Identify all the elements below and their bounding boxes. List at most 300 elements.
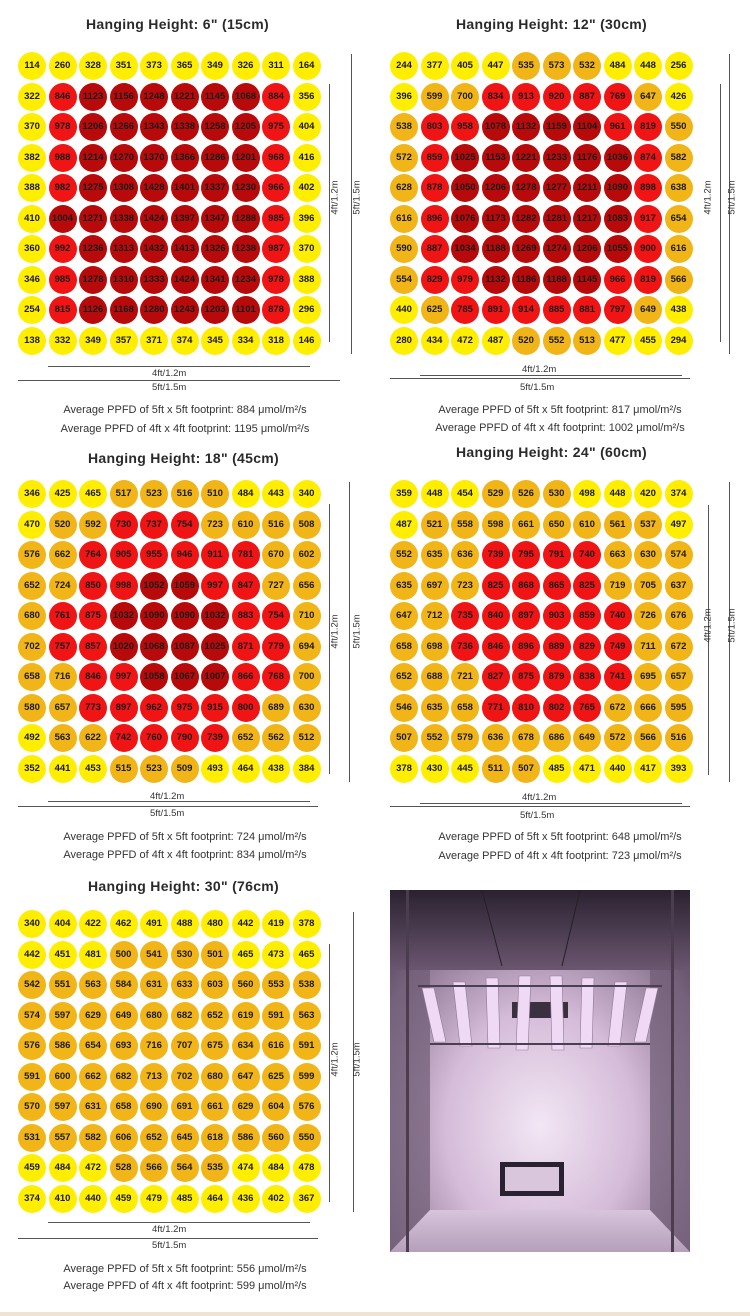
ppfd-cell: 550 <box>293 1124 321 1152</box>
ppfd-cell: 294 <box>665 327 693 355</box>
ppfd-panel-30in <box>0 874 375 1314</box>
ppfd-cell: 765 <box>573 694 601 722</box>
ppfd-cell: 840 <box>482 602 510 630</box>
ppfd-cell: 740 <box>573 541 601 569</box>
ppfd-cell: 1274 <box>543 235 571 263</box>
avg-ppfd-4ft: Average PPFD of 4ft x 4ft footprint: 599 μmol/m²/s <box>63 1280 307 1292</box>
outer-width-arrow <box>390 378 690 379</box>
ppfd-cell: 997 <box>110 663 138 691</box>
ppfd-cell: 586 <box>232 1124 260 1152</box>
ppfd-cell: 1278 <box>79 266 107 294</box>
ppfd-cell: 676 <box>665 602 693 630</box>
ppfd-cell: 1126 <box>79 296 107 324</box>
ppfd-cell: 1159 <box>543 113 571 141</box>
ppfd-cell: 955 <box>140 541 168 569</box>
ppfd-cell: 507 <box>512 755 540 783</box>
outer-width-label: 5ft/1.5m <box>152 1240 187 1251</box>
ppfd-cell: 521 <box>421 511 449 539</box>
ppfd-cell: 897 <box>512 602 540 630</box>
ppfd-cell: 721 <box>451 663 479 691</box>
grow-tent-illustration <box>390 890 690 1252</box>
ppfd-cell: 340 <box>18 910 46 938</box>
ppfd-cell: 913 <box>512 83 540 111</box>
inner-width-arrow <box>420 375 682 376</box>
ppfd-cell: 360 <box>18 235 46 263</box>
ppfd-cell: 500 <box>110 941 138 969</box>
ppfd-cell: 987 <box>262 235 290 263</box>
ppfd-cell: 652 <box>390 663 418 691</box>
ppfd-cell: 740 <box>604 602 632 630</box>
ppfd-cell: 164 <box>293 52 321 80</box>
ppfd-cell: 531 <box>18 1124 46 1152</box>
ppfd-cell: 256 <box>665 52 693 80</box>
ppfd-cell: 879 <box>543 663 571 691</box>
ppfd-cell: 628 <box>390 174 418 202</box>
ppfd-cell: 630 <box>634 541 662 569</box>
ppfd-cell: 654 <box>665 205 693 233</box>
ppfd-cell: 443 <box>262 480 290 508</box>
ppfd-cell: 485 <box>171 1185 199 1213</box>
ppfd-cell: 1173 <box>482 205 510 233</box>
ppfd-cell: 1347 <box>201 205 229 233</box>
ppfd-cell: 631 <box>140 971 168 999</box>
ppfd-cell: 590 <box>390 235 418 263</box>
ppfd-cell: 658 <box>390 633 418 661</box>
ppfd-cell: 562 <box>262 724 290 752</box>
ppfd-cell: 473 <box>262 941 290 969</box>
ppfd-cell: 471 <box>573 755 601 783</box>
ppfd-cell: 884 <box>262 83 290 111</box>
ppfd-cell: 530 <box>171 941 199 969</box>
ppfd-cell: 464 <box>232 755 260 783</box>
ppfd-cell: 462 <box>110 910 138 938</box>
ppfd-cell: 346 <box>18 480 46 508</box>
bottom-divider <box>0 1312 750 1316</box>
inner-width-label: 4ft/1.2m <box>152 1224 187 1235</box>
ppfd-cell: 538 <box>293 971 321 999</box>
grow-tent-photo <box>390 890 690 1252</box>
ppfd-cell: 850 <box>79 572 107 600</box>
ppfd-cell: 558 <box>451 511 479 539</box>
ppfd-cell: 470 <box>18 511 46 539</box>
ppfd-cell: 1090 <box>140 602 168 630</box>
ppfd-cell: 666 <box>634 694 662 722</box>
ppfd-cell: 1025 <box>201 633 229 661</box>
ppfd-cell: 1132 <box>482 266 510 294</box>
ppfd-cell: 326 <box>232 52 260 80</box>
ppfd-cell: 966 <box>262 174 290 202</box>
ppfd-cell: 374 <box>665 480 693 508</box>
ppfd-cell: 887 <box>573 83 601 111</box>
ppfd-cell: 1337 <box>201 174 229 202</box>
ppfd-cell: 649 <box>573 724 601 752</box>
ppfd-cell: 966 <box>604 266 632 294</box>
ppfd-cell: 1282 <box>512 205 540 233</box>
ppfd-cell: 517 <box>110 480 138 508</box>
ppfd-cell: 846 <box>482 633 510 661</box>
ppfd-cell: 537 <box>634 511 662 539</box>
ppfd-cell: 576 <box>18 1032 46 1060</box>
ppfd-cell: 546 <box>390 694 418 722</box>
ppfd-cell: 1432 <box>140 235 168 263</box>
ppfd-cell: 311 <box>262 52 290 80</box>
ppfd-cell: 866 <box>232 663 260 691</box>
ppfd-cell: 484 <box>49 1154 77 1182</box>
ppfd-cell: 138 <box>18 327 46 355</box>
ppfd-cell: 1153 <box>482 144 510 172</box>
ppfd-cell: 829 <box>573 633 601 661</box>
ppfd-cell: 472 <box>451 327 479 355</box>
outer-width-label: 5ft/1.5m <box>150 808 185 819</box>
ppfd-cell: 563 <box>293 1002 321 1030</box>
ppfd-cell: 606 <box>110 1124 138 1152</box>
ppfd-cell: 447 <box>482 52 510 80</box>
ppfd-cell: 595 <box>665 694 693 722</box>
ppfd-cell: 727 <box>262 572 290 600</box>
ppfd-panel-24in <box>375 440 750 880</box>
ppfd-cell: 1413 <box>171 235 199 263</box>
ppfd-cell: 523 <box>140 480 168 508</box>
ppfd-cell: 419 <box>262 910 290 938</box>
ppfd-cell: 453 <box>79 755 107 783</box>
ppfd-cell: 1313 <box>110 235 138 263</box>
ppfd-cell: 859 <box>421 144 449 172</box>
tent-right-wall <box>650 970 690 1252</box>
ppfd-cell: 260 <box>49 52 77 80</box>
tent-left-wall <box>390 970 430 1252</box>
ppfd-cell: 992 <box>49 235 77 263</box>
ppfd-cell: 1083 <box>604 205 632 233</box>
ppfd-cell: 254 <box>18 296 46 324</box>
ppfd-cell: 416 <box>293 144 321 172</box>
ppfd-cell: 1366 <box>171 144 199 172</box>
avg-ppfd-4ft: Average PPFD of 4ft x 4ft footprint: 1195 μmol/m²/s <box>60 423 310 435</box>
ppfd-cell: 865 <box>543 572 571 600</box>
ppfd-cell: 487 <box>390 511 418 539</box>
ppfd-cell: 1090 <box>604 174 632 202</box>
ppfd-cell: 914 <box>512 296 540 324</box>
ppfd-cell: 716 <box>49 663 77 691</box>
ppfd-cell: 440 <box>79 1185 107 1213</box>
ppfd-cell: 616 <box>665 235 693 263</box>
ppfd-cell: 442 <box>232 910 260 938</box>
ppfd-cell: 570 <box>18 1093 46 1121</box>
ppfd-cell: 374 <box>171 327 199 355</box>
ppfd-cell: 422 <box>79 910 107 938</box>
ppfd-cell: 968 <box>262 144 290 172</box>
ppfd-cell: 420 <box>634 480 662 508</box>
ppfd-cell: 887 <box>421 235 449 263</box>
ppfd-cell: 603 <box>201 971 229 999</box>
ppfd-cell: 599 <box>293 1063 321 1091</box>
ppfd-cell: 825 <box>482 572 510 600</box>
ppfd-cell: 711 <box>634 633 662 661</box>
outer-height-label: 5ft/1.5m <box>726 608 738 643</box>
ppfd-cell: 1032 <box>110 602 138 630</box>
ppfd-cell: 1424 <box>171 266 199 294</box>
ppfd-cell: 448 <box>634 52 662 80</box>
ppfd-cell: 785 <box>451 296 479 324</box>
ppfd-cell: 332 <box>49 327 77 355</box>
ppfd-cell: 542 <box>18 971 46 999</box>
ppfd-cell: 480 <box>201 910 229 938</box>
ppfd-cell: 1221 <box>171 83 199 111</box>
ppfd-cell: 508 <box>293 511 321 539</box>
ppfd-cell: 370 <box>18 113 46 141</box>
ppfd-cell: 619 <box>232 1002 260 1030</box>
ppfd-cell: 592 <box>79 511 107 539</box>
ppfd-cell: 459 <box>18 1154 46 1182</box>
ppfd-cell: 1007 <box>201 663 229 691</box>
ppfd-cell: 520 <box>49 511 77 539</box>
ppfd-cell: 657 <box>665 663 693 691</box>
ppfd-cell: 958 <box>451 113 479 141</box>
ppfd-cell: 618 <box>201 1124 229 1152</box>
ppfd-cell: 635 <box>421 694 449 722</box>
ppfd-cell: 891 <box>482 296 510 324</box>
ppfd-cell: 700 <box>451 83 479 111</box>
ppfd-cell: 146 <box>293 327 321 355</box>
ppfd-cell: 465 <box>232 941 260 969</box>
avg-ppfd-5ft: Average PPFD of 5ft x 5ft footprint: 556 μmol/m²/s <box>63 1263 307 1275</box>
ppfd-cell: 846 <box>49 83 77 111</box>
ppfd-cell: 652 <box>232 724 260 752</box>
ppfd-cell: 768 <box>262 663 290 691</box>
ppfd-cell: 1104 <box>573 113 601 141</box>
ppfd-cell: 647 <box>232 1063 260 1091</box>
ppfd-cell: 604 <box>262 1093 290 1121</box>
ppfd-cell: 881 <box>573 296 601 324</box>
ppfd-cell: 393 <box>665 755 693 783</box>
ppfd-cell: 1217 <box>573 205 601 233</box>
ppfd-cell: 509 <box>171 755 199 783</box>
ppfd-cell: 1156 <box>110 83 138 111</box>
ppfd-cell: 678 <box>512 724 540 752</box>
ppfd-cell: 656 <box>293 572 321 600</box>
ppfd-cell: 377 <box>421 52 449 80</box>
ppfd-cell: 550 <box>665 113 693 141</box>
ppfd-cell: 591 <box>18 1063 46 1091</box>
ppfd-cell: 797 <box>604 296 632 324</box>
ppfd-cell: 396 <box>293 205 321 233</box>
ppfd-cell: 445 <box>451 755 479 783</box>
ppfd-cell: 448 <box>421 480 449 508</box>
ppfd-cell: 574 <box>18 1002 46 1030</box>
ppfd-cell: 675 <box>201 1032 229 1060</box>
ppfd-cell: 661 <box>512 511 540 539</box>
ppfd-cell: 478 <box>293 1154 321 1182</box>
ppfd-cell: 1341 <box>201 266 229 294</box>
ppfd-cell: 815 <box>49 296 77 324</box>
ppfd-cell: 488 <box>171 910 199 938</box>
ppfd-cell: 560 <box>232 971 260 999</box>
ppfd-cell: 474 <box>232 1154 260 1182</box>
ppfd-cell: 552 <box>543 327 571 355</box>
ppfd-cell: 597 <box>49 1093 77 1121</box>
ppfd-cell: 1275 <box>79 174 107 202</box>
ppfd-cell: 920 <box>543 83 571 111</box>
ppfd-cell: 1034 <box>451 235 479 263</box>
ppfd-cell: 438 <box>262 755 290 783</box>
tent-pole-left <box>406 890 409 1252</box>
ppfd-cell: 440 <box>390 296 418 324</box>
ppfd-cell: 371 <box>140 327 168 355</box>
ppfd-cell: 682 <box>171 1002 199 1030</box>
ppfd-cell: 702 <box>171 1063 199 1091</box>
ppfd-cell: 516 <box>171 480 199 508</box>
ppfd-cell: 690 <box>140 1093 168 1121</box>
ppfd-cell: 1258 <box>201 113 229 141</box>
ppfd-cell: 516 <box>665 724 693 752</box>
ppfd-cell: 586 <box>49 1032 77 1060</box>
ppfd-cell: 868 <box>512 572 540 600</box>
ppfd-cell: 705 <box>634 572 662 600</box>
ppfd-cell: 760 <box>140 724 168 752</box>
ppfd-cell: 576 <box>293 1093 321 1121</box>
ppfd-cell: 591 <box>293 1032 321 1060</box>
ppfd-cell: 572 <box>604 724 632 752</box>
ppfd-cell: 773 <box>79 694 107 722</box>
inner-height-arrow <box>720 84 721 342</box>
ppfd-cell: 616 <box>262 1032 290 1060</box>
ppfd-cell: 491 <box>140 910 168 938</box>
ppfd-cell: 440 <box>604 755 632 783</box>
inner-width-label: 4ft/1.2m <box>522 792 557 803</box>
ppfd-cell: 915 <box>201 694 229 722</box>
ppfd-cell: 754 <box>171 511 199 539</box>
ppfd-cell: 742 <box>110 724 138 752</box>
ppfd-cell: 1058 <box>140 663 168 691</box>
ppfd-cell: 492 <box>18 724 46 752</box>
ppfd-cell: 1343 <box>140 113 168 141</box>
ppfd-cell: 1036 <box>604 144 632 172</box>
ppfd-cell: 689 <box>262 694 290 722</box>
ppfd-cell: 625 <box>262 1063 290 1091</box>
inner-height-label: 4ft/1.2m <box>702 180 714 215</box>
ppfd-cell: 730 <box>110 511 138 539</box>
ppfd-cell: 790 <box>171 724 199 752</box>
ppfd-cell: 1201 <box>232 144 260 172</box>
ppfd-cell: 682 <box>110 1063 138 1091</box>
ppfd-cell: 622 <box>79 724 107 752</box>
ppfd-cell: 551 <box>49 971 77 999</box>
ppfd-grid <box>18 52 338 372</box>
ppfd-cell: 318 <box>262 327 290 355</box>
ppfd-cell: 737 <box>140 511 168 539</box>
inner-height-label: 4ft/1.2m <box>329 614 341 649</box>
ppfd-cell: 382 <box>18 144 46 172</box>
ppfd-cell: 658 <box>451 694 479 722</box>
ppfd-cell: 410 <box>49 1185 77 1213</box>
ppfd-cell: 1188 <box>543 266 571 294</box>
ppfd-cell: 560 <box>262 1124 290 1152</box>
ppfd-cell: 1326 <box>201 235 229 263</box>
ppfd-cell: 985 <box>49 266 77 294</box>
ppfd-cell: 791 <box>543 541 571 569</box>
ppfd-cell: 516 <box>262 511 290 539</box>
ppfd-cell: 803 <box>421 113 449 141</box>
ppfd-cell: 874 <box>634 144 662 172</box>
ppfd-cell: 541 <box>140 941 168 969</box>
ppfd-cell: 373 <box>140 52 168 80</box>
ppfd-cell: 1278 <box>512 174 540 202</box>
ppfd-cell: 402 <box>293 174 321 202</box>
ppfd-cell: 723 <box>451 572 479 600</box>
inner-height-label: 4ft/1.2m <box>702 608 714 643</box>
ppfd-cell: 563 <box>49 724 77 752</box>
ppfd-cell: 597 <box>49 1002 77 1030</box>
ppfd-cell: 754 <box>262 602 290 630</box>
ppfd-cell: 584 <box>110 971 138 999</box>
ppfd-cell: 857 <box>79 633 107 661</box>
ppfd-cell: 871 <box>232 633 260 661</box>
ppfd-cell: 280 <box>390 327 418 355</box>
ppfd-cell: 1401 <box>171 174 199 202</box>
ppfd-cell: 645 <box>171 1124 199 1152</box>
ppfd-cell: 554 <box>390 266 418 294</box>
ppfd-cell: 829 <box>421 266 449 294</box>
ppfd-cell: 1090 <box>171 602 199 630</box>
outer-height-arrow <box>349 482 350 782</box>
ppfd-grid <box>18 480 338 800</box>
panel-title: Hanging Height: 30" (76cm) <box>88 878 280 894</box>
ppfd-cell: 629 <box>79 1002 107 1030</box>
ppfd-cell: 635 <box>390 572 418 600</box>
ppfd-cell: 561 <box>604 511 632 539</box>
ppfd-cell: 553 <box>262 971 290 999</box>
ppfd-cell: 652 <box>140 1124 168 1152</box>
ppfd-cell: 1397 <box>171 205 199 233</box>
ppfd-cell: 352 <box>18 755 46 783</box>
ppfd-cell: 1059 <box>171 572 199 600</box>
ppfd-cell: 378 <box>390 755 418 783</box>
ppfd-cell: 472 <box>79 1154 107 1182</box>
ppfd-cell: 680 <box>201 1063 229 1091</box>
ppfd-cell: 340 <box>293 480 321 508</box>
panel-title: Hanging Height: 18" (45cm) <box>88 450 280 466</box>
ppfd-cell: 680 <box>140 1002 168 1030</box>
ppfd-cell: 529 <box>482 480 510 508</box>
ppfd-cell: 739 <box>482 541 510 569</box>
ppfd-cell: 481 <box>79 941 107 969</box>
ppfd-cell: 825 <box>573 572 601 600</box>
ppfd-cell: 1067 <box>171 663 199 691</box>
ppfd-cell: 582 <box>79 1124 107 1152</box>
ppfd-cell: 434 <box>421 327 449 355</box>
ppfd-cell: 795 <box>512 541 540 569</box>
ppfd-cell: 528 <box>110 1154 138 1182</box>
ppfd-cell: 465 <box>79 480 107 508</box>
ppfd-cell: 695 <box>634 663 662 691</box>
ppfd-cell: 878 <box>421 174 449 202</box>
ppfd-cell: 672 <box>604 694 632 722</box>
tent-ceiling <box>390 890 690 970</box>
ppfd-cell: 572 <box>390 144 418 172</box>
ppfd-cell: 1333 <box>140 266 168 294</box>
ppfd-cell: 654 <box>79 1032 107 1060</box>
ppfd-cell: 662 <box>49 541 77 569</box>
ppfd-cell: 296 <box>293 296 321 324</box>
ppfd-cell: 1206 <box>573 235 601 263</box>
ppfd-cell: 552 <box>421 724 449 752</box>
ppfd-cell: 384 <box>293 755 321 783</box>
inner-width-arrow <box>48 366 310 367</box>
ppfd-cell: 635 <box>421 541 449 569</box>
ppfd-cell: 574 <box>665 541 693 569</box>
ppfd-cell: 1428 <box>140 174 168 202</box>
ppfd-cell: 629 <box>232 1093 260 1121</box>
ppfd-cell: 1270 <box>110 144 138 172</box>
